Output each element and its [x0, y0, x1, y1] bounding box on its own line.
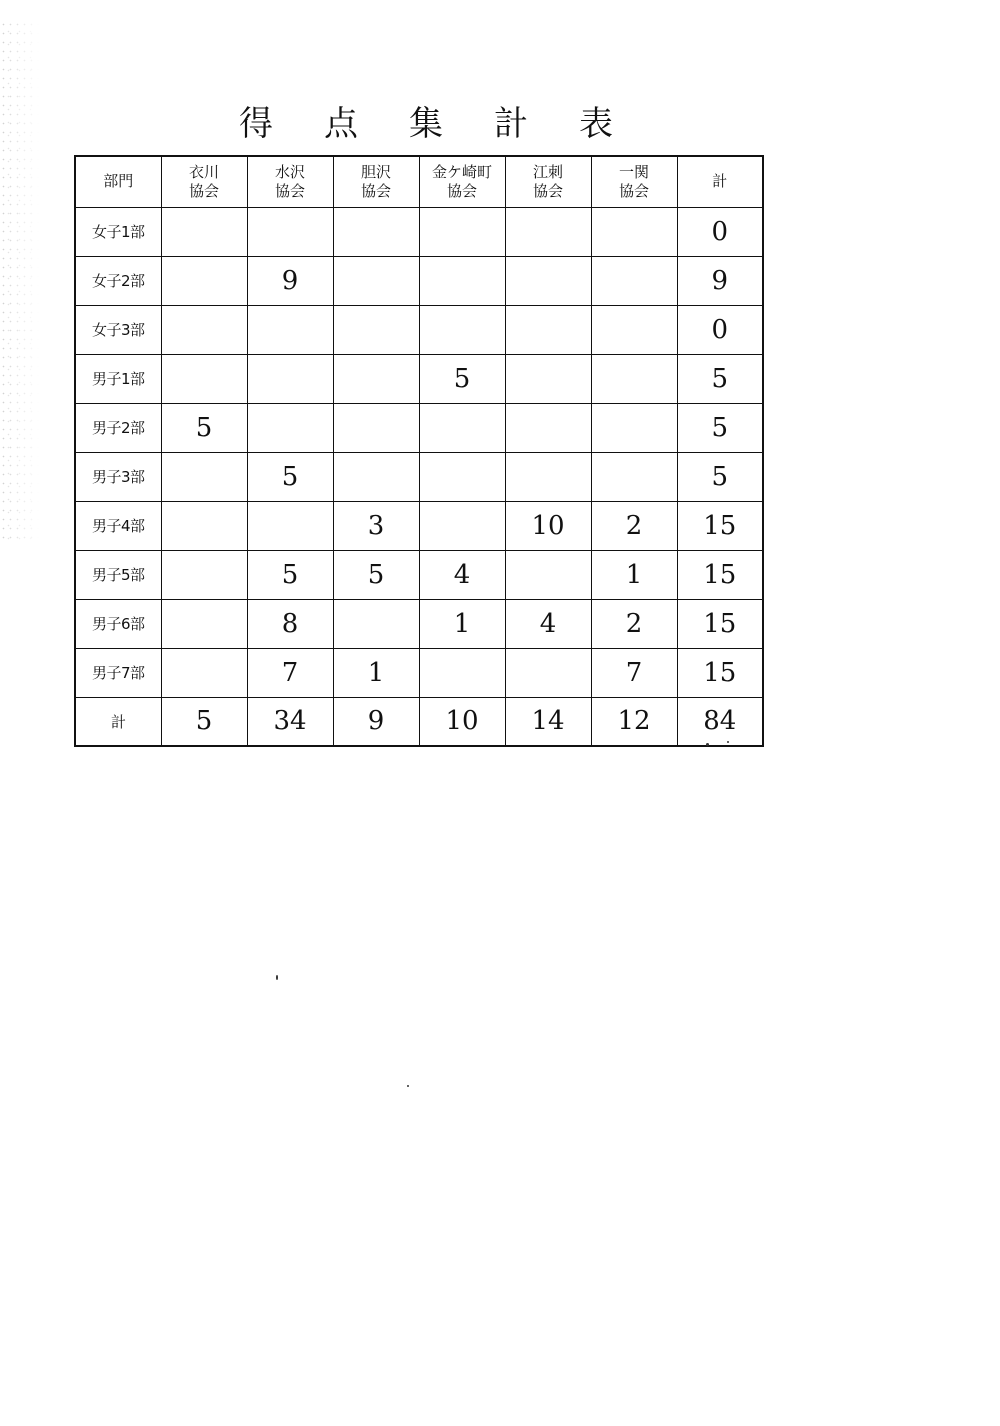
score-cell — [333, 305, 419, 354]
column-header — [419, 156, 505, 207]
row-total-cell: 5 — [677, 403, 763, 452]
score-cell — [419, 452, 505, 501]
score-cell — [247, 501, 333, 550]
page-title — [236, 96, 616, 144]
row-label: 男子5部 — [75, 550, 161, 599]
score-cell — [333, 599, 419, 648]
table-row — [75, 648, 763, 697]
score-cell: 9 — [333, 697, 419, 746]
row-label: 男子4部 — [75, 501, 161, 550]
table-row — [75, 305, 763, 354]
score-cell — [247, 305, 333, 354]
row-label: 男子7部 — [75, 648, 161, 697]
score-cell — [591, 452, 677, 501]
row-total-cell: 15 — [677, 599, 763, 648]
score-cell — [505, 403, 591, 452]
row-label: 男子1部 — [75, 354, 161, 403]
score-cell — [247, 207, 333, 256]
score-cell — [161, 550, 247, 599]
row-label: 女子1部 — [75, 207, 161, 256]
column-header — [591, 156, 677, 207]
column-header-line2: 協会 — [446, 181, 477, 200]
scan-noise — [0, 20, 40, 540]
score-cell — [505, 207, 591, 256]
column-header-line1: 計 — [712, 172, 728, 191]
score-cell — [419, 648, 505, 697]
score-cell: 2 — [591, 599, 677, 648]
score-cell — [161, 207, 247, 256]
score-cell: 5 — [161, 403, 247, 452]
table-row — [75, 550, 763, 599]
score-cell — [505, 550, 591, 599]
score-cell — [161, 501, 247, 550]
score-cell — [247, 403, 333, 452]
score-cell: 12 — [591, 697, 677, 746]
score-cell: 7 — [591, 648, 677, 697]
column-header-line2: 協会 — [532, 181, 563, 200]
score-cell — [505, 648, 591, 697]
score-cell — [247, 354, 333, 403]
column-header-line1: 一関 — [618, 162, 649, 181]
score-cell: 5 — [333, 550, 419, 599]
total-row — [75, 697, 763, 746]
column-header-line2: 協会 — [188, 181, 219, 200]
column-header-line1: 衣川 — [188, 162, 219, 181]
scan-speck — [407, 1085, 409, 1087]
score-cell — [419, 207, 505, 256]
score-cell: 3 — [333, 501, 419, 550]
table-row — [75, 354, 763, 403]
score-cell — [419, 305, 505, 354]
row-total-cell: 84 — [677, 697, 763, 746]
table-row — [75, 599, 763, 648]
row-total-cell: 15 — [677, 648, 763, 697]
row-label: 男子6部 — [75, 599, 161, 648]
score-cell — [333, 256, 419, 305]
score-cell — [591, 305, 677, 354]
column-header-line2: 協会 — [274, 181, 305, 200]
table-row — [75, 452, 763, 501]
score-cell — [505, 452, 591, 501]
score-cell — [591, 207, 677, 256]
score-cell: 1 — [591, 550, 677, 599]
score-cell: 14 — [505, 697, 591, 746]
column-header — [247, 156, 333, 207]
column-header-line1: 江刺 — [532, 162, 563, 181]
table-row — [75, 501, 763, 550]
score-cell: 1 — [333, 648, 419, 697]
score-cell — [161, 354, 247, 403]
column-header — [333, 156, 419, 207]
score-cell: 5 — [419, 354, 505, 403]
column-header-line2: 協会 — [360, 181, 391, 200]
score-cell: 4 — [419, 550, 505, 599]
title-char: 点 — [324, 103, 358, 144]
row-label: 女子3部 — [75, 305, 161, 354]
table-header-row — [75, 156, 763, 207]
column-header — [505, 156, 591, 207]
score-cell — [591, 403, 677, 452]
score-cell: 4 — [505, 599, 591, 648]
column-header-line1: 金ケ崎町 — [431, 162, 492, 181]
score-cell: 5 — [247, 550, 333, 599]
row-label: 男子2部 — [75, 403, 161, 452]
score-summary-table — [74, 155, 764, 747]
row-label: 男子3部 — [75, 452, 161, 501]
score-cell — [161, 599, 247, 648]
column-header — [161, 156, 247, 207]
title-char: 集 — [409, 103, 443, 144]
corner-header-label: 部門 — [103, 172, 134, 191]
table-row — [75, 207, 763, 256]
title-char: 計 — [494, 103, 528, 144]
score-cell: 34 — [247, 697, 333, 746]
score-cell: 1 — [419, 599, 505, 648]
score-cell: 9 — [247, 256, 333, 305]
scan-speck — [727, 741, 729, 743]
score-cell: 8 — [247, 599, 333, 648]
score-cell — [505, 256, 591, 305]
score-cell: 10 — [419, 697, 505, 746]
row-total-cell: 9 — [677, 256, 763, 305]
score-cell: 10 — [505, 501, 591, 550]
row-total-cell: 5 — [677, 452, 763, 501]
column-header-line2: 協会 — [618, 181, 649, 200]
row-label: 女子2部 — [75, 256, 161, 305]
row-total-cell: 15 — [677, 550, 763, 599]
score-cell — [419, 501, 505, 550]
table-row — [75, 403, 763, 452]
score-cell — [333, 354, 419, 403]
scan-speck — [276, 975, 278, 980]
title-char: 表 — [579, 103, 613, 144]
score-cell — [419, 256, 505, 305]
column-header — [677, 156, 763, 207]
row-total-cell: 0 — [677, 207, 763, 256]
row-total-cell: 15 — [677, 501, 763, 550]
row-total-cell: 5 — [677, 354, 763, 403]
score-cell — [505, 305, 591, 354]
score-cell — [333, 403, 419, 452]
score-cell — [591, 354, 677, 403]
score-cell — [161, 305, 247, 354]
score-cell — [161, 256, 247, 305]
corner-header — [75, 156, 161, 207]
score-cell — [333, 207, 419, 256]
row-total-cell: 0 — [677, 305, 763, 354]
score-cell — [419, 403, 505, 452]
column-header-line1: 胆沢 — [360, 162, 391, 181]
row-label: 計 — [75, 697, 161, 746]
table-row — [75, 256, 763, 305]
scan-speck — [706, 743, 709, 746]
score-cell — [591, 256, 677, 305]
score-cell: 7 — [247, 648, 333, 697]
score-cell: 5 — [247, 452, 333, 501]
score-cell: 5 — [161, 697, 247, 746]
score-cell: 2 — [591, 501, 677, 550]
score-cell — [333, 452, 419, 501]
column-header-line1: 水沢 — [274, 162, 305, 181]
title-char: 得 — [239, 103, 273, 144]
score-cell — [161, 648, 247, 697]
score-cell — [505, 354, 591, 403]
score-cell — [161, 452, 247, 501]
